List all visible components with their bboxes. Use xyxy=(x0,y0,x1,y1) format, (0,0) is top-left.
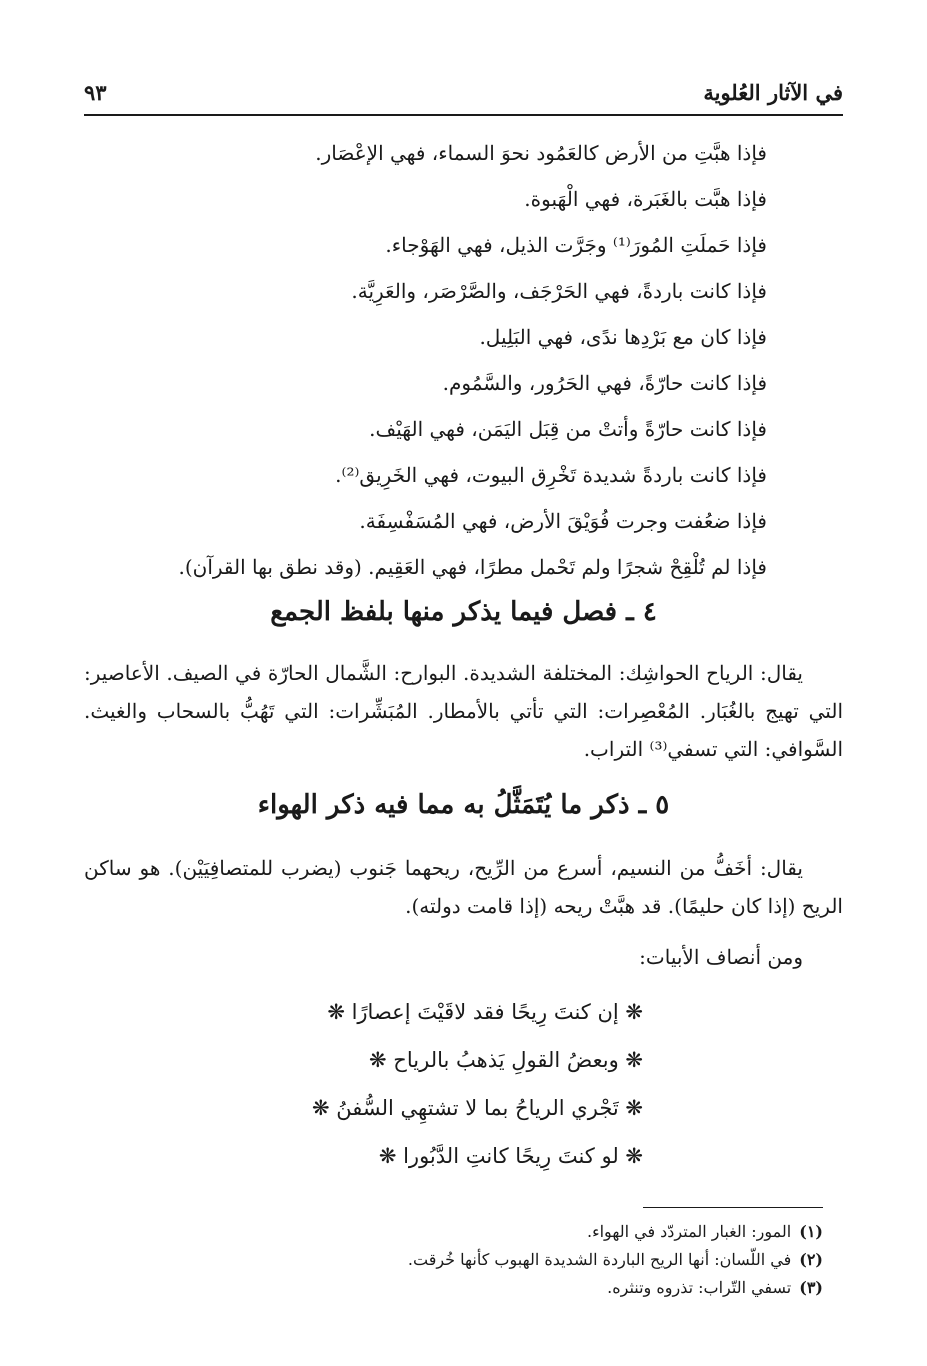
running-title: في الآثار العُلوية xyxy=(703,80,843,105)
definition-line: فإذا هبَّتِ من الأرض كالعَمُود نحوَ السماء، فهي الإعْصَار. xyxy=(315,141,767,165)
definition-line: فإذا ضعُفت وجرت فُوَيْقَ الأرض، فهي المُسَفْسِفَة. xyxy=(359,509,767,533)
verse-line: ❋ إن كنتَ رِيحًا فقد لاقَيْتَ إعصارًا ❋ xyxy=(327,1000,643,1024)
section-4-heading: ٤ ـ فصل فيما يذكر منها بلفظ الجمع xyxy=(270,597,657,627)
footnote-divider xyxy=(643,1207,823,1208)
footnote xyxy=(84,1274,823,1302)
footnote-number: (٣) xyxy=(799,1278,823,1297)
footnote xyxy=(84,1246,823,1274)
definition-line: فإذا كان مع بَرْدِها ندًى، فهي البَلِيل. xyxy=(479,325,767,349)
footnote-text: في اللّسان: أنها الريح الباردة الشديدة الهبوب كأنها خُرقت. xyxy=(407,1250,792,1269)
verse-list xyxy=(84,988,643,1180)
footnote-text: المور: الغبار المتردّد في الهواء. xyxy=(587,1222,792,1241)
verse-line: ❋ تَجْري الرياحُ بما لا تشتهِي السُّفنُ ❋ xyxy=(312,1096,643,1120)
footnote-number: (١) xyxy=(799,1222,823,1241)
section-5-paragraph: يقال: أخَفُّ من النسيم، أسرع من الرِّيح، ريحهما جَنوب (يضرب للمتصافِيَيْن). هو ساكن الريح (إذا كان حليمًا). قد هبَّتْ ريحه (إذا قامت دولته). xyxy=(84,856,843,918)
footnote-number: (٢) xyxy=(799,1250,823,1269)
footnotes xyxy=(84,1218,823,1302)
footnote-text: تسفي التّراب: تذروه وتنثره. xyxy=(607,1278,792,1297)
page-header xyxy=(84,78,843,116)
verse-line: ❋ لو كنتَ رِيحًا كانتِ الدَّبُورا ❋ xyxy=(378,1144,643,1168)
wind-definitions-list xyxy=(84,130,767,590)
page-number: ٩٣ xyxy=(84,80,107,105)
definition-line: فإذا هبَّت بالغَبَرة، فهي الْهَبوة. xyxy=(524,187,767,211)
definition-line: فإذا كانت باردةً، فهي الحَرْجَف، والصَّرْصَر، والعَرِيَّة. xyxy=(351,279,767,303)
definition-line: فإذا كانت حارّةً وأتتْ من قِبَل اليَمَن، فهي الهَيْف. xyxy=(369,417,767,441)
verse-line: ❋ وبعضُ القولِ يَذهبُ بالرياح ❋ xyxy=(369,1048,643,1072)
footnote xyxy=(84,1218,823,1246)
section-5-heading: ٥ ـ ذكر ما يُتَمَثَّلُ به مما فيه ذكر الهواء xyxy=(257,790,670,820)
definition-line: فإذا كانت حارّةً، فهي الحَرُور، والسَّمُوم. xyxy=(442,371,767,395)
verses-intro: ومن أنصاف الأبيات: xyxy=(639,945,803,969)
definition-line: فإذا لم تُلْقِحْ شجرًا ولم تَحْمل مطرًا، فهي العَقِيم. (وقد نطق بها القرآن). xyxy=(178,555,767,579)
section-4-paragraph: يقال: الرياح الحواشِك: المختلفة الشديدة. البوارح: الشَّمال الحارّة في الصيف. الأعاصير: التي تهيج بالغُبَار. المُعْصِرات: التي تأتي بالأمطار. المُبَشِّرات: التي تَهُبُّ بالسحاب والغيث. السَّوافي: التي تسفي⁽³⁾ التراب. xyxy=(84,661,843,761)
definition-line: فإذا كانت باردةً شديدة تَخْرِق البيوت، فهي الخَرِيق⁽²⁾. xyxy=(335,463,767,487)
definition-line: فإذا حَملَتِ المُورَ⁽¹⁾ وجَرَّت الذيل، فهي الهَوْجاء. xyxy=(385,233,767,257)
